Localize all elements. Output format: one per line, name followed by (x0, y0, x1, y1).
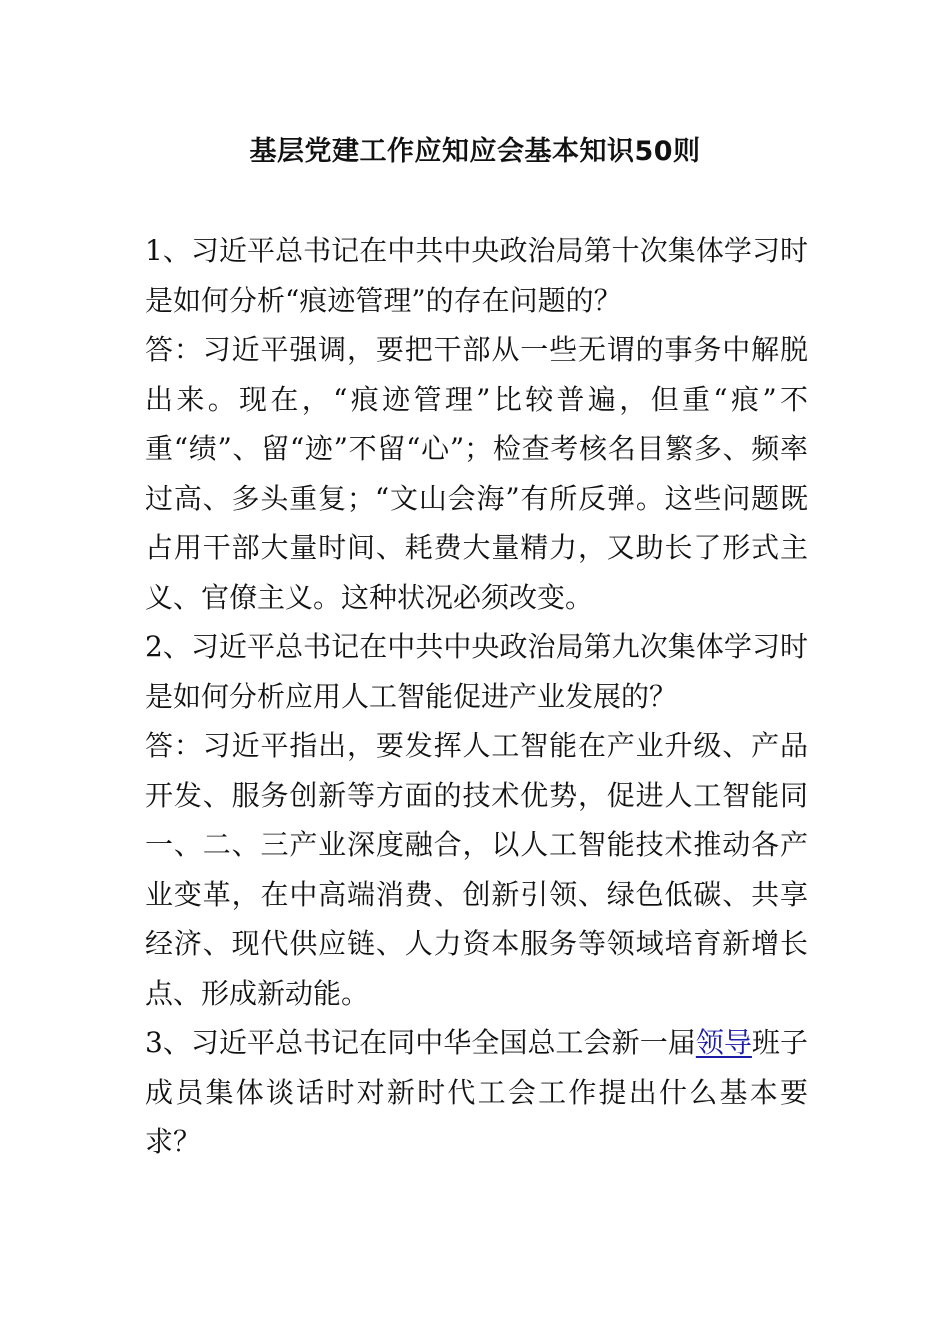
answer-1: 答：习近平强调，要把干部从一些无谓的事务中解脱出来。现在，“痕迹管理”比较普遍，但重“痕”不重“绩”、留“迹”不留“心”；检查考核名目繁多、频率过高、多头重复；“文山会海”有所反弹。这些问题既占用干部大量时间、耗费大量精力，又助长了形式主义、官僚主义。这种状况必须改变。 (145, 333, 808, 614)
document-body (145, 226, 808, 1167)
question-1: 1、习近平总书记在中共中央政治局第十次集体学习时是如何分析“痕迹管理”的存在问题的？ (145, 234, 808, 317)
leadership-link[interactable]: 领导 (695, 1026, 752, 1059)
question-3-text-after: 班子成员集体谈话时对新时代工会工作提出什么基本要求？ (145, 1026, 808, 1158)
answer-2: 答：习近平指出，要发挥人工智能在产业升级、产品开发、服务创新等方面的技术优势，促进人工智能同一、二、三产业深度融合，以人工智能技术推动各产业变革，在中高端消费、创新引领、绿色低碳、共享经济、现代供应链、人力资本服务等领域培育新增长点、形成新动能。 (145, 729, 808, 1010)
question-2: 2、习近平总书记在中共中央政治局第九次集体学习时是如何分析应用人工智能促进产业发展的？ (145, 630, 808, 713)
question-3-text-before: 3、习近平总书记在同中华全国总工会新一届 (145, 1026, 696, 1059)
document-title: 基层党建工作应知应会基本知识50则 (249, 136, 701, 167)
question-3 (145, 1018, 808, 1167)
